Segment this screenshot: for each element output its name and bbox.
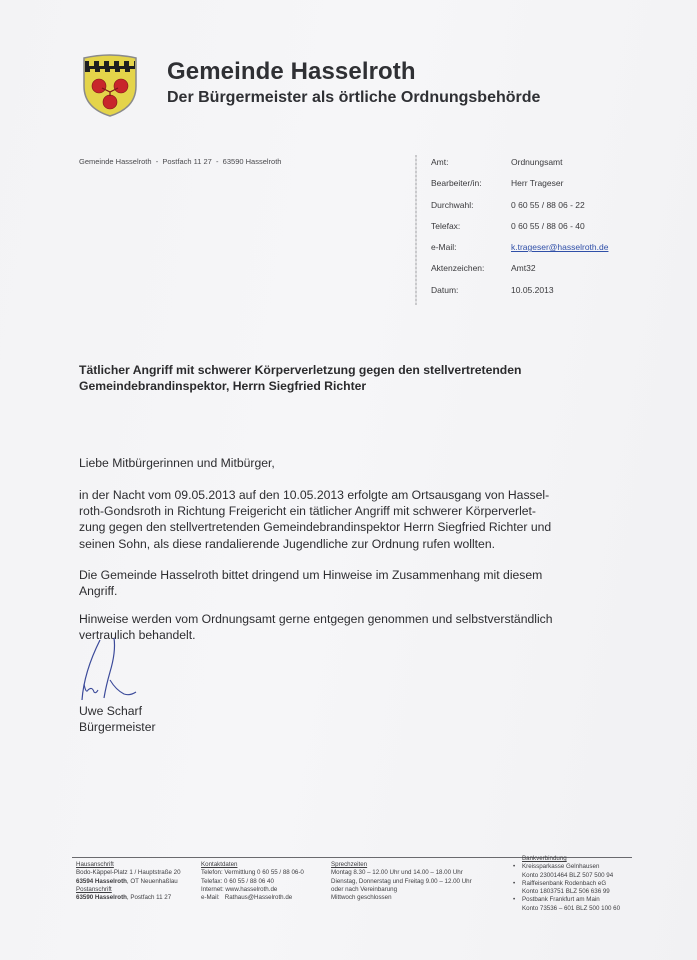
authority-subtitle: Der Bürgermeister als örtliche Ordnungsbehörde	[167, 89, 541, 106]
bank-item	[512, 896, 620, 913]
bank-account: Konto 73536 – 601 BLZ 500 100 60	[522, 904, 621, 912]
footer-line: Telefon: Vermittlung 0 60 55 / 88 06-0	[201, 869, 304, 877]
info-value: Amt32	[511, 263, 536, 274]
footer-line: Internet: www.hasselroth.de	[201, 885, 278, 893]
bank-name: • Raiffeisenbank Rodenbach eG	[522, 879, 607, 887]
info-value: Herr Trageser	[511, 178, 564, 189]
info-label: Bearbeiter/in:	[431, 178, 482, 189]
handwritten-signature-icon	[70, 632, 150, 712]
info-value: 0 60 55 / 88 06 - 40	[511, 220, 585, 231]
sender-address-line: Gemeinde Hasselroth - Postfach 11 27 - 63590 Hasselroth	[79, 157, 282, 166]
footer-text: , OT Neuenhaßlau	[126, 877, 178, 885]
footer-line: Bodo-Käppel-Platz 1 / Hauptstraße 20	[76, 869, 181, 877]
footer-line: e-Mail: Rathaus@Hasselroth.de	[201, 894, 293, 902]
footer-line: Mittwoch geschlossen	[331, 894, 392, 902]
footer-text: , Postfach 11 27	[126, 894, 172, 902]
footer-heading: Postanschrift	[76, 885, 112, 893]
info-row-amt	[431, 157, 608, 178]
footer-line: Dienstag, Donnerstag und Freitag 9.00 – 12.00 Uhr	[331, 877, 472, 885]
info-row-bearbeiter	[431, 178, 608, 199]
footer-line: Montag 8.30 – 12.00 Uhr und 14.00 – 18.00 Uhr	[331, 869, 463, 877]
info-label: Durchwahl:	[431, 199, 474, 210]
body-paragraph: in der Nacht vom 09.05.2013 auf den 10.05.2013 erfolgte am Ortsausgang von Hassel- roth-Gondsroth in Richtung Freigericht ein tätlicher Angriff mit schwerer Körperverlet- zung gegen den stellvertretenden Gemeindebrandinspektor Herrn Siegfried Richter und seinen Sohn, als diese randalierende Jugendliche zur Ordnung rufen wollten.	[79, 488, 552, 551]
info-row-aktenzeichen	[431, 263, 608, 284]
footer-line: Telefax: 0 60 55 / 88 06 40	[201, 877, 274, 885]
footer-address	[76, 861, 181, 902]
bank-name: • Postbank Frankfurt am Main	[522, 896, 600, 904]
bank-item	[512, 880, 620, 897]
coat-of-arms-icon	[80, 52, 140, 118]
info-row-durchwahl	[431, 200, 608, 221]
info-row-email	[431, 242, 608, 263]
info-divider	[415, 155, 417, 305]
info-label: Amt:	[431, 157, 449, 167]
info-value: Ordnungsamt	[511, 157, 563, 167]
info-label: Telefax:	[431, 220, 461, 231]
footer-bold: 63594 Hasselroth	[76, 877, 127, 885]
info-label: Datum:	[431, 284, 459, 295]
bank-account: Konto 1803751 BLZ 506 636 99	[522, 888, 610, 896]
info-value: 0 60 55 / 88 06 - 22	[511, 199, 585, 210]
bank-list	[512, 863, 620, 913]
signer-name: Uwe Scharf	[79, 704, 142, 718]
footer-line: oder nach Vereinbarung	[331, 885, 398, 893]
info-value: 10.05.2013	[511, 284, 554, 295]
info-label: Aktenzeichen:	[431, 263, 485, 274]
info-row-telefax	[431, 221, 608, 242]
info-label: e-Mail:	[431, 242, 457, 253]
footer-heading: Bankverbindung	[522, 855, 567, 862]
footer-heading: Hausanschrift	[76, 861, 114, 868]
bank-account: Konto 23001464 BLZ 507 500 94	[522, 871, 614, 879]
footer-bank	[512, 855, 620, 913]
letter-subject: Tätlicher Angriff mit schwerer Körperverletzung gegen den stellvertretenden Gemeindebrandinspektor, Herrn Siegfried Richter	[79, 363, 522, 393]
footer-contact	[201, 861, 304, 902]
municipality-title: Gemeinde Hasselroth	[167, 58, 416, 85]
email-link[interactable]: k.trageser@hasselroth.de	[511, 242, 609, 253]
footer-bold: 63590 Hasselroth	[76, 894, 127, 902]
body-paragraph: Die Gemeinde Hasselroth bittet dringend um Hinweise im Zusammenhang mit diesem Angriff.	[79, 568, 543, 599]
bank-item	[512, 863, 620, 880]
footer-line	[76, 878, 181, 886]
footer-hours	[331, 861, 472, 902]
info-block	[431, 157, 608, 306]
signer-role: Bürgermeister	[79, 720, 156, 734]
footer-line	[76, 894, 181, 902]
info-row-datum	[431, 285, 608, 306]
bank-name: • Kreissparkasse Gelnhausen	[522, 863, 600, 871]
greeting: Liebe Mitbürgerinnen und Mitbürger,	[79, 456, 275, 470]
body-paragraph: Hinweise werden vom Ordnungsamt gerne entgegen genommen und selbstverständlich vertraulich behandelt.	[79, 612, 553, 643]
footer-heading: Kontaktdaten	[201, 861, 238, 868]
footer-heading: Sprechzeiten	[331, 861, 368, 868]
